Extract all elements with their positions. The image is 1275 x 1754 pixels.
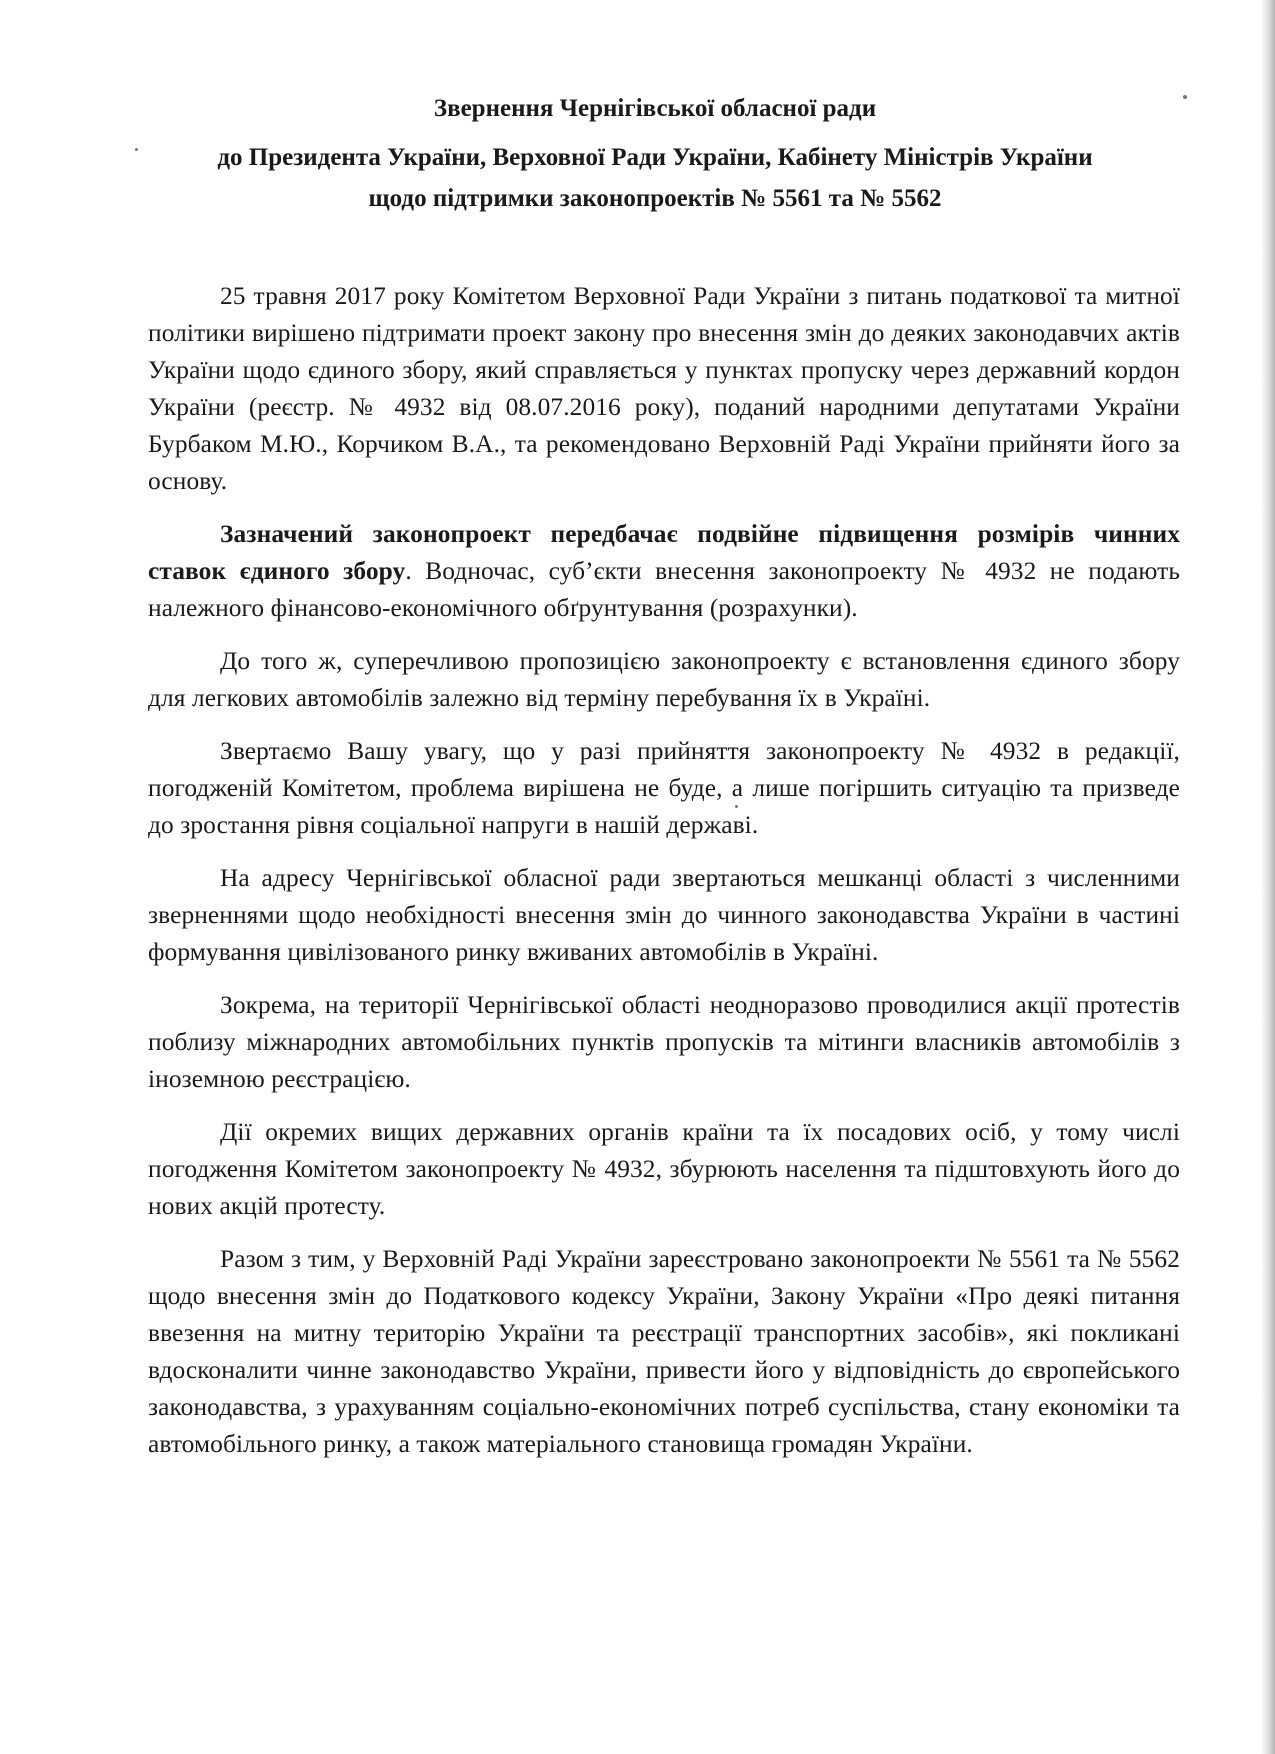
- paragraph-2-rest: . Водночас, суб’єкти внесення законопроекту № 4932 не подають належного фінансово-економічного обґрунтування (розрахунки).: [148, 557, 1181, 622]
- paragraph-2: [148, 516, 1180, 627]
- scan-speck: [735, 805, 738, 808]
- paragraph-4: Звертаємо Вашу увагу, що у разі прийняття законопроекту № 4932 в редакції, погодженій Комітетом, проблема вирішена не буде, а лише погіршить ситуацію та призведе до зростання рівня соціальної напруги в нашій державі.: [148, 737, 1180, 839]
- scan-speck: [1183, 95, 1187, 99]
- paragraph-1: 25 травня 2017 року Комітетом Верховної Ради України з питань податкової та митної політики вирішено підтримати проект закону про внесення змін до деяких законодавчих актів України щодо єдиного збору, який справляється у пунктах пропуску через державний кордон України (реєстр. № 4932 від 08.07.2016 року), поданий народними депутатами України Бурбаком М.Ю., Корчиком В.А., та рекомендовано Верховній Раді України прийняти його за основу.: [148, 282, 1180, 495]
- document-subject: щодо підтримки законопроектів № 5561 та № 5562: [368, 185, 942, 212]
- document-addressees: до Президента України, Верховної Ради України, Кабінету Міністрів України: [217, 144, 1093, 171]
- scan-edge-shadow: [1261, 0, 1275, 1754]
- document-title: Звернення Чернігівської обласної ради: [433, 95, 877, 122]
- paragraph-3: До того ж, суперечливою пропозицією законопроекту є встановлення єдиного збору для легкових автомобілів залежно від терміну перебування їх в Україні.: [148, 647, 1180, 712]
- paragraph-8: Разом з тим, у Верховній Раді України зареєстровано законопроекти № 5561 та № 5562 щодо внесення змін до Податкового кодексу України, Закону України «Про деякі питання ввезення на митну територію України та реєстрації транспортних засобів», які покликані вдосконалити чинне законодавство України, привести його у відповідність до європейського законодавства, з урахуванням соціально-економічних потреб суспільства, стану економіки та автомобільного ринку, а також матеріального становища громадян України.: [148, 1245, 1180, 1458]
- scan-speck: [135, 148, 138, 151]
- paragraph-2-emphasis: Зазначений законопроект передбачає подвійне підвищення розмірів чинних ставок єдиного збору: [148, 520, 1180, 585]
- document-body: [148, 278, 1180, 1479]
- paragraph-7: Дії окремих вищих державних органів країни та їх посадових осіб, у тому числі погодження Комітетом законопроекту № 4932, збурюють населення та підштовхують його до нових акцій протесту.: [148, 1118, 1180, 1220]
- paragraph-5: На адресу Чернігівської обласної ради звертаються мешканці області з численними зверненнями щодо необхідності внесення змін до чинного законодавства України в частині формування цивілізованого ринку вживаних автомобілів в Україні.: [148, 864, 1180, 966]
- paragraph-6: Зокрема, на території Чернігівської області неодноразово проводилися акції протестів поблизу міжнародних автомобільних пунктів пропусків та мітинги власників автомобілів з іноземною реєстрацією.: [148, 991, 1180, 1093]
